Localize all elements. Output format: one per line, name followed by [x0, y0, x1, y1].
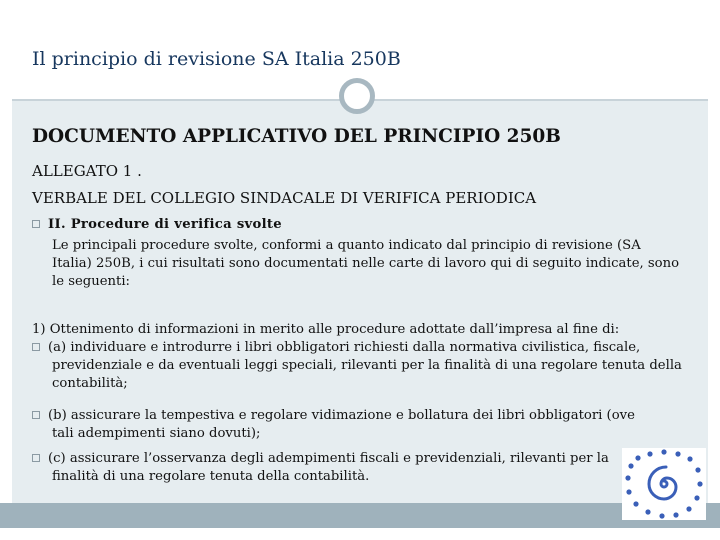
square-bullet-icon	[32, 343, 40, 351]
list-item-b-first: (b) assicurare la tempestiva e regolare vidimazione e bollatura dei libri obbligatori (ove	[48, 408, 635, 423]
spiral-logo-icon	[622, 448, 706, 520]
list-item-b	[32, 407, 682, 443]
ring-ornament-icon	[339, 78, 375, 114]
square-bullet-icon	[32, 454, 40, 462]
square-bullet-icon	[32, 411, 40, 419]
list-item-c-rest: finalità di una regolare tenuta della contabilità.	[52, 469, 370, 484]
document-heading: DOCUMENTO APPLICATIVO DEL PRINCIPIO 250B	[32, 126, 561, 147]
list-item-c	[32, 450, 682, 486]
list-item-a	[32, 339, 682, 393]
slide-title: Il principio di revisione SA Italia 250B	[32, 48, 401, 70]
list-item-c-first: (c) assicurare l’osservanza degli adempimenti fiscali e previdenziali, rilevanti per la	[48, 451, 609, 466]
allegato-label: ALLEGATO 1 .	[32, 162, 142, 180]
square-bullet-icon	[32, 220, 40, 228]
verbale-label: VERBALE DEL COLLEGIO SINDACALE DI VERIFICA PERIODICA	[32, 189, 537, 207]
list-item-a-first: (a) individuare e introdurre i libri obbligatori richiesti dalla normativa civilistica, fiscale,	[48, 340, 641, 355]
bottom-bar	[0, 503, 720, 528]
list-item-a-rest: previdenziale e da eventuali leggi speciali, rilevanti per la finalità di una regolare tenuta della contabilità;	[52, 358, 682, 391]
section-heading	[32, 217, 282, 232]
list-item-b-rest: tali adempimenti siano dovuti);	[52, 426, 261, 441]
section-title: II. Procedure di verifica svolte	[48, 217, 282, 232]
list-item-1: 1) Ottenimento di informazioni in merito alle procedure adottate dall’impresa al fine di:	[32, 322, 620, 337]
section-paragraph: Le principali procedure svolte, conformi a quanto indicato dal principio di revisione (SA Italia) 250B, i cui risultati sono documentati nelle carte di lavoro qui di seguito indicate, sono le seguenti:	[52, 238, 680, 289]
